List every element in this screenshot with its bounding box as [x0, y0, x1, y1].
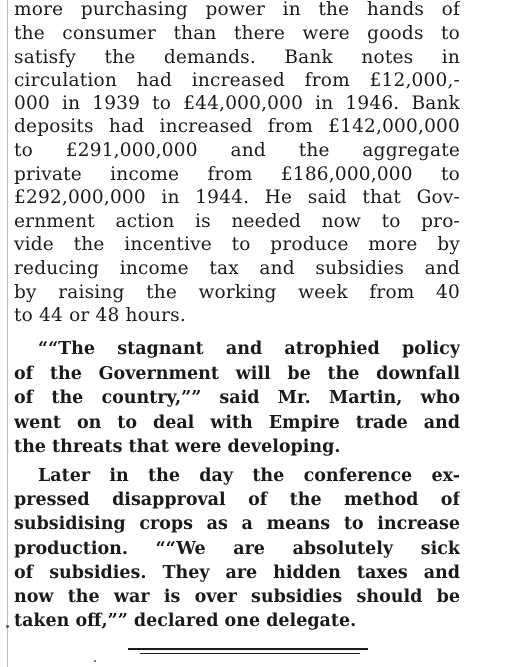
text-line: of subsidies. They are hidden taxes and — [14, 563, 460, 583]
text-line: the threats that were developing. — [14, 437, 341, 457]
text-line: by raising the working week from 40 — [14, 283, 460, 303]
text-line: to £291,000,000 and the aggregate — [14, 141, 460, 161]
text-line: went on to deal with Empire trade and — [14, 413, 460, 433]
text-line: ““The stagnant and atrophied policy — [38, 339, 460, 359]
text-line: taken off,”” declared one delegate. — [14, 611, 357, 631]
text-line: of the country,”” said Mr. Martin, who — [14, 388, 460, 408]
text-line: now the war is over subsidies should be — [14, 587, 460, 607]
print-speck — [94, 660, 96, 662]
text-line: the consumer than there were goods to — [14, 24, 460, 44]
text-line: private income from £186,000,000 to — [14, 165, 460, 185]
text-line: satisfy the demands. Bank notes in — [14, 48, 460, 68]
text-line: of the Government will be the downfall — [14, 364, 460, 384]
print-speck — [6, 625, 9, 628]
text-line: pressed disapproval of the method of — [14, 490, 460, 510]
text-line: £292,000,000 in 1944. He said that Gov- — [14, 188, 460, 208]
text-line: reducing income tax and subsidies and — [14, 259, 460, 279]
end-of-article-rule-thin — [140, 653, 360, 654]
text-line: Later in the day the conference ex- — [38, 466, 460, 486]
text-line: subsidising crops as a means to increase — [14, 514, 460, 534]
column-margin-rule — [7, 0, 8, 667]
text-line: production. ““We are absolutely sick — [14, 539, 460, 559]
text-line: 000 in 1939 to £44,000,000 in 1946. Bank — [14, 94, 460, 114]
text-line: more purchasing power in the hands of — [14, 0, 460, 20]
end-of-article-rule — [128, 648, 368, 650]
text-line: vide the incentive to produce more by — [14, 235, 460, 255]
text-line: ernment action is needed now to pro- — [14, 212, 460, 232]
text-line: to 44 or 48 hours. — [14, 306, 186, 326]
text-line: circulation had increased from £12,000,- — [14, 71, 460, 91]
text-line: deposits had increased from £142,000,000 — [14, 117, 460, 137]
